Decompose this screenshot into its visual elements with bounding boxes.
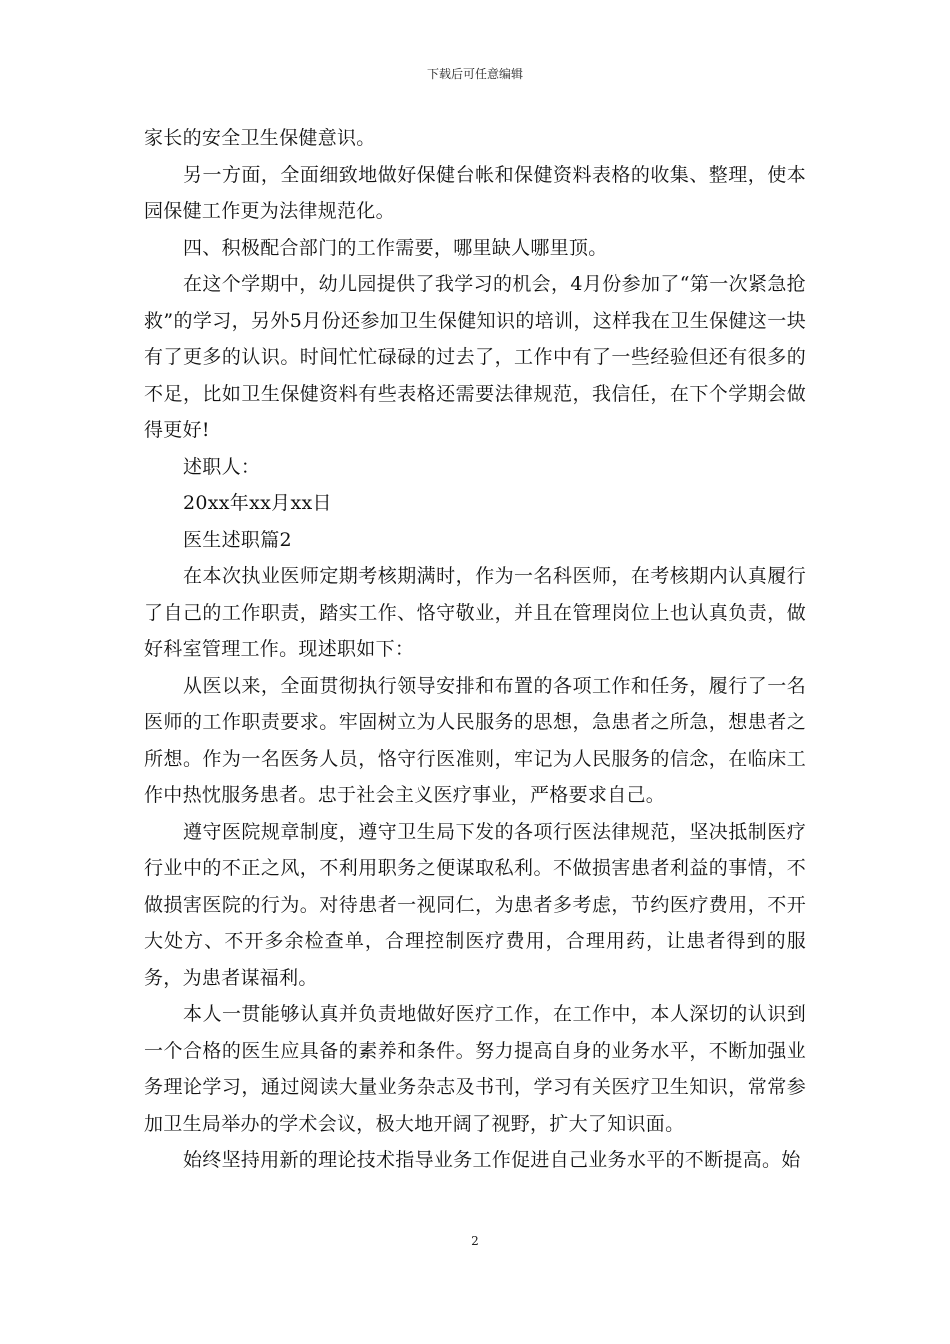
paragraph: 家长的安全卫生保健意识。 xyxy=(144,127,376,149)
paragraph: 本人一贯能够认真并负责地做好医疗工作，在工作中，本人深切的认识到一个合格的医生应具备的素养和条件。努力提高自身的业务水平，不断加强业务理论学习，通过阅读大量业务杂志及书刊，学习有关医疗卫生知识，常常参加卫生局举办的学术会议，极大地开阔了视野，扩大了知识面。 xyxy=(144,1003,806,1135)
paragraph: 遵守医院规章制度，遵守卫生局下发的各项行医法律规范，坚决抵制医疗行业中的不正之风，不利用职务之便谋取私利。不做损害患者利益的事情，不做损害医院的行为。对待患者一视同仁，为患者多考虑，节约医疗费用，不开大处方、不开多余检查单，合理控制医疗费用，合理用药，让患者得到的服务，为患者谋福利。 xyxy=(144,820,806,989)
date-line: 20xx年xx月xx日 xyxy=(183,492,332,514)
article-title: 医生述职篇2 xyxy=(183,528,292,551)
paragraph: 在这个学期中，幼儿园提供了我学习的机会，4月份参加了“第一次紧急抢救”的学习，另外5月份还参加卫生保健知识的培训，这样我在卫生保健这一块有了更多的认识。时间忙忙碌碌的过去了，工作中有了一些经验但还有很多的不足，比如卫生保健资料有些表格还需要法律规范，我信任，在下个学期会做得更好! xyxy=(144,273,806,441)
paragraph: 在本次执业医师定期考核期满时，作为一名科医师，在考核期内认真履行了自己的工作职责，踏实工作、恪守敬业，并且在管理岗位上也认真负责，做好科室管理工作。现述职如下： xyxy=(144,565,806,660)
document-body xyxy=(144,120,806,1179)
paragraph: 另一方面，全面细致地做好保健台帐和保健资料表格的收集、整理，使本园保健工作更为法律规范化。 xyxy=(144,163,806,222)
paragraph: 始终坚持用新的理论技术指导业务工作促进自己业务水平的不断提高。始 xyxy=(183,1149,801,1171)
signature-label: 述职人： xyxy=(183,455,261,478)
paragraph: 从医以来，全面贯彻执行领导安排和布置的各项工作和任务，履行了一名医师的工作职责要求。牢固树立为人民服务的思想，急患者之所急，想患者之所想。作为一名医务人员，恪守行医准则，牢记为人民服务的信念，在临床工作中热忱服务患者。忠于社会主义医疗事业，严格要求自己。 xyxy=(144,674,806,806)
page-number: 2 xyxy=(471,1234,479,1248)
section-heading: 四、积极配合部门的工作需要，哪里缺人哪里顶。 xyxy=(183,236,608,259)
page-header: 下载后可任意编辑 xyxy=(426,67,523,81)
